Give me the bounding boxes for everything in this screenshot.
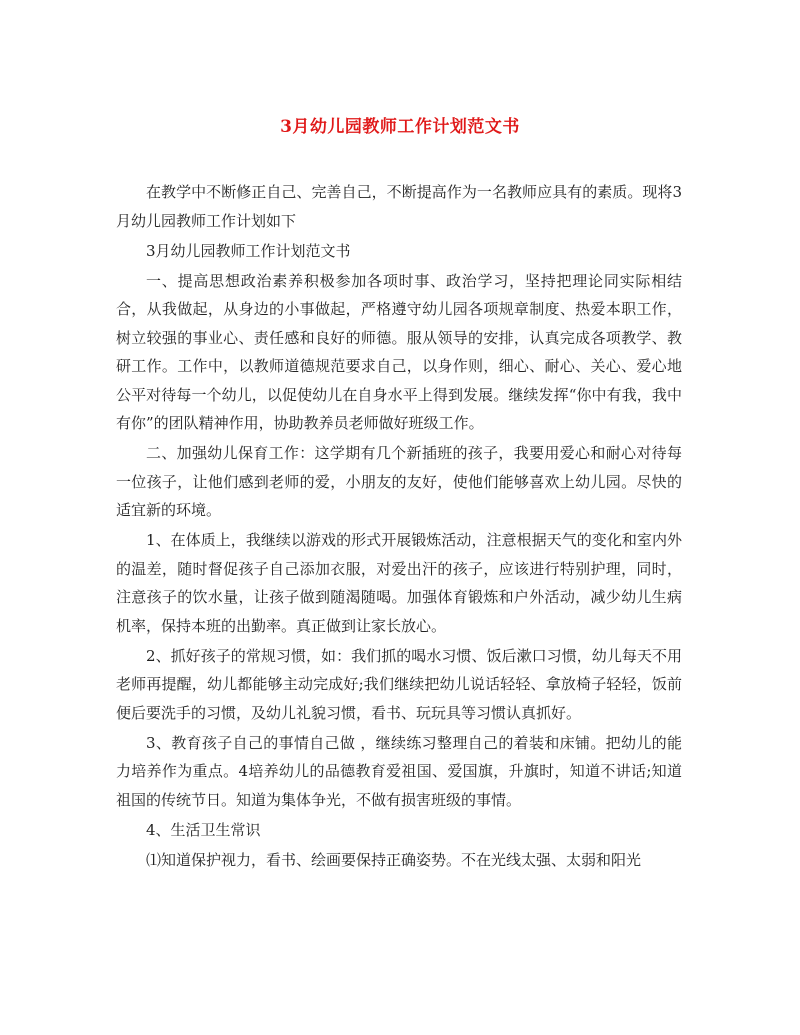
paragraph-item-4-heading: 4、生活卫生常识 <box>146 820 261 839</box>
paragraph-section-2: 二、加强幼儿保育工作：这学期有几个新插班的孩子，我要用爱心和耐心对待每一位孩子，让他们感到老师的爱，小朋友的友好，使他们能够喜欢上幼儿园。尽快的适宜新的环境。 <box>116 444 682 519</box>
paragraph-item-3: 3、教育孩子自己的事情自己做 ，继续练习整理自己的着装和床铺。把幼儿的能力培养作为重点。4培养幼儿的品德教育爱祖国、爱国旗，升旗时，知道不讲话;知道祖国的传统节日。知道为集体争光，不做有损害班级的事情。 <box>116 733 682 809</box>
paragraph-subtitle: 3月幼儿园教师工作计划范文书 <box>146 241 351 260</box>
paragraph-intro: 在教学中不断修正自己、完善自己，不断提高作为一名教师应具有的素质。现将3月幼儿园教师工作计划如下 <box>116 183 682 230</box>
paragraph-item-4-1: ⑴知道保护视力，看书、绘画要保持正确姿势。不在光线太强、太弱和阳光 <box>146 850 642 869</box>
document-body <box>116 178 682 876</box>
paragraph-section-1: 一、提高思想政治素养积极参加各项时事、政治学习，坚持把理论同实际相结合，从我做起，从身边的小事做起，严格遵守幼儿园各项规章制度、热爱本职工作，树立较强的事业心、责任感和良好的师德。服从领导的安排，认真完成各项教学、教研工作。工作中，以教师道德规范要求自己，以身作则，细心、耐心、关心、爱心地公平对待每一个幼儿，以促使幼儿在自身水平上得到发展。继续发挥“你中有我，我中有你”的团队精神作用，协助教养员老师做好班级工作。 <box>116 271 682 432</box>
paragraph-item-2: 2、抓好孩子的常规习惯，如：我们抓的喝水习惯、饭后漱口习惯，幼儿每天不用老师再提醒，幼儿都能够主动完成好;我们继续把幼儿说话轻轻、拿放椅子轻轻，饭前便后要洗手的习惯，及幼儿礼貌习惯，看书、玩玩具等习惯认真抓好。 <box>116 646 682 722</box>
paragraph-item-1: 1、在体质上，我继续以游戏的形式开展锻炼活动，注意根据天气的变化和室内外的温差，随时督促孩子自己添加衣服，对爱出汗的孩子，应该进行特别护理，同时，注意孩子的饮水量，让孩子做到随渴随喝。加强体育锻炼和户外活动，减少幼儿生病机率，保持本班的出勤率。真正做到让家长放心。 <box>116 531 682 635</box>
document-title: 3月幼儿园教师工作计划范文书 <box>280 117 520 137</box>
